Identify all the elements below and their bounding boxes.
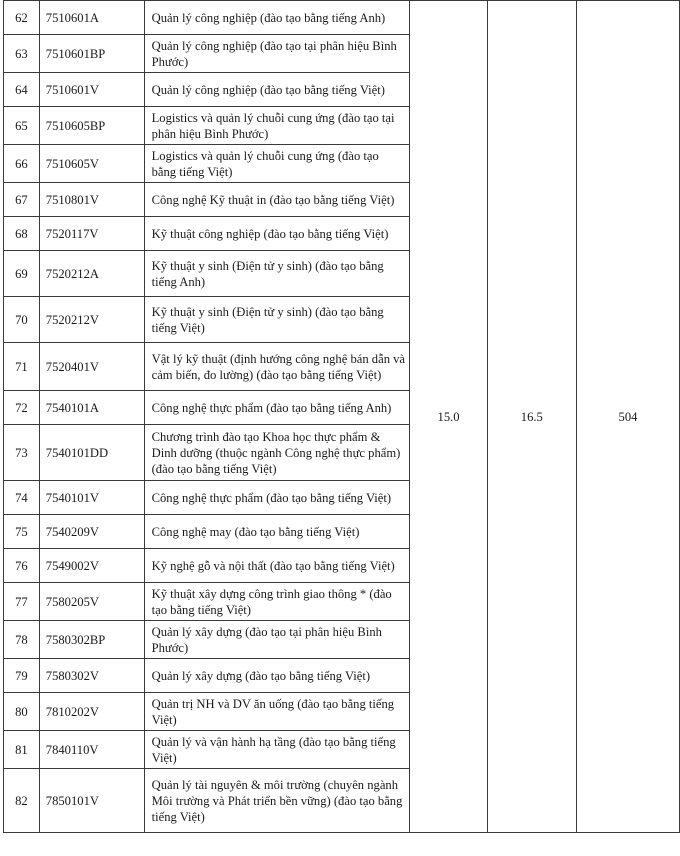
table-row bbox=[4, 1, 680, 35]
program-name-cell: Kỹ thuật y sinh (Điện tử y sinh) (đào tạo bằng tiếng Anh) bbox=[144, 251, 410, 297]
row-number-cell: 68 bbox=[4, 217, 40, 251]
program-code-cell: 7840110V bbox=[39, 731, 144, 769]
program-code-cell: 7520212A bbox=[39, 251, 144, 297]
row-number-cell: 79 bbox=[4, 659, 40, 693]
row-number-cell: 82 bbox=[4, 769, 40, 833]
merged-value-col3: 504 bbox=[577, 1, 680, 833]
row-number-cell: 77 bbox=[4, 583, 40, 621]
program-name-cell: Kỹ nghệ gỗ và nội thất (đào tạo bằng tiếng Việt) bbox=[144, 549, 410, 583]
row-number-cell: 70 bbox=[4, 297, 40, 343]
merged-value-col1: 15.0 bbox=[410, 1, 487, 833]
program-name-cell: Quản lý công nghiệp (đào tạo tại phân hiệu Bình Phước) bbox=[144, 35, 410, 73]
program-code-cell: 7580205V bbox=[39, 583, 144, 621]
row-number-cell: 67 bbox=[4, 183, 40, 217]
row-number-cell: 78 bbox=[4, 621, 40, 659]
program-code-cell: 7510801V bbox=[39, 183, 144, 217]
program-code-cell: 7510601V bbox=[39, 73, 144, 107]
admission-table bbox=[3, 0, 680, 833]
program-code-cell: 7540101V bbox=[39, 481, 144, 515]
table-body bbox=[4, 1, 680, 833]
program-name-cell: Công nghệ Kỹ thuật in (đào tạo bằng tiếng Việt) bbox=[144, 183, 410, 217]
row-number-cell: 65 bbox=[4, 107, 40, 145]
program-code-cell: 7520401V bbox=[39, 343, 144, 391]
row-number-cell: 66 bbox=[4, 145, 40, 183]
program-name-cell: Công nghệ may (đào tạo bằng tiếng Việt) bbox=[144, 515, 410, 549]
program-name-cell: Logistics và quản lý chuỗi cung ứng (đào tạo bằng tiếng Việt) bbox=[144, 145, 410, 183]
program-name-cell: Quản lý và vận hành hạ tầng (đào tạo bằng tiếng Việt) bbox=[144, 731, 410, 769]
row-number-cell: 62 bbox=[4, 1, 40, 35]
program-name-cell: Kỹ thuật y sinh (Điện tử y sinh) (đào tạo bằng tiếng Việt) bbox=[144, 297, 410, 343]
program-name-cell: Quản lý công nghiệp (đào tạo bằng tiếng Anh) bbox=[144, 1, 410, 35]
row-number-cell: 74 bbox=[4, 481, 40, 515]
program-name-cell: Công nghệ thực phẩm (đào tạo bằng tiếng Anh) bbox=[144, 391, 410, 425]
program-code-cell: 7540101DD bbox=[39, 425, 144, 481]
program-code-cell: 7549002V bbox=[39, 549, 144, 583]
program-name-cell: Kỹ thuật xây dựng công trình giao thông * (đào tạo bằng tiếng Việt) bbox=[144, 583, 410, 621]
program-name-cell: Quản lý xây dựng (đào tạo bằng tiếng Việt) bbox=[144, 659, 410, 693]
program-code-cell: 7850101V bbox=[39, 769, 144, 833]
row-number-cell: 72 bbox=[4, 391, 40, 425]
program-name-cell: Quản lý công nghiệp (đào tạo bằng tiếng Việt) bbox=[144, 73, 410, 107]
program-name-cell: Kỹ thuật công nghiệp (đào tạo bằng tiếng Việt) bbox=[144, 217, 410, 251]
program-name-cell: Công nghệ thực phẩm (đào tạo bằng tiếng Việt) bbox=[144, 481, 410, 515]
row-number-cell: 71 bbox=[4, 343, 40, 391]
program-code-cell: 7520212V bbox=[39, 297, 144, 343]
program-code-cell: 7520117V bbox=[39, 217, 144, 251]
program-name-cell: Quản trị NH và DV ăn uống (đào tạo bằng tiếng Việt) bbox=[144, 693, 410, 731]
program-code-cell: 7810202V bbox=[39, 693, 144, 731]
program-code-cell: 7540101A bbox=[39, 391, 144, 425]
merged-value-col2: 16.5 bbox=[487, 1, 576, 833]
program-name-cell: Quản lý tài nguyên & môi trường (chuyên ngành Môi trường và Phát triển bền vững) (đào tạo bằng tiếng Việt) bbox=[144, 769, 410, 833]
program-code-cell: 7510601A bbox=[39, 1, 144, 35]
program-name-cell: Vật lý kỹ thuật (định hướng công nghệ bán dẫn và cảm biến, đo lường) (đào tạo bằng tiếng Việt) bbox=[144, 343, 410, 391]
program-name-cell: Chương trình đào tạo Khoa học thực phẩm & Dinh dưỡng (thuộc ngành Công nghệ thực phẩm) (đào tạo bằng tiếng Việt) bbox=[144, 425, 410, 481]
row-number-cell: 64 bbox=[4, 73, 40, 107]
program-name-cell: Quản lý xây dựng (đào tạo tại phân hiệu Bình Phước) bbox=[144, 621, 410, 659]
program-code-cell: 7580302V bbox=[39, 659, 144, 693]
program-code-cell: 7510605BP bbox=[39, 107, 144, 145]
program-code-cell: 7580302BP bbox=[39, 621, 144, 659]
row-number-cell: 69 bbox=[4, 251, 40, 297]
row-number-cell: 80 bbox=[4, 693, 40, 731]
program-name-cell: Logistics và quản lý chuỗi cung ứng (đào tạo tại phân hiệu Bình Phước) bbox=[144, 107, 410, 145]
program-code-cell: 7510605V bbox=[39, 145, 144, 183]
row-number-cell: 75 bbox=[4, 515, 40, 549]
row-number-cell: 76 bbox=[4, 549, 40, 583]
program-code-cell: 7510601BP bbox=[39, 35, 144, 73]
program-code-cell: 7540209V bbox=[39, 515, 144, 549]
row-number-cell: 81 bbox=[4, 731, 40, 769]
row-number-cell: 73 bbox=[4, 425, 40, 481]
row-number-cell: 63 bbox=[4, 35, 40, 73]
